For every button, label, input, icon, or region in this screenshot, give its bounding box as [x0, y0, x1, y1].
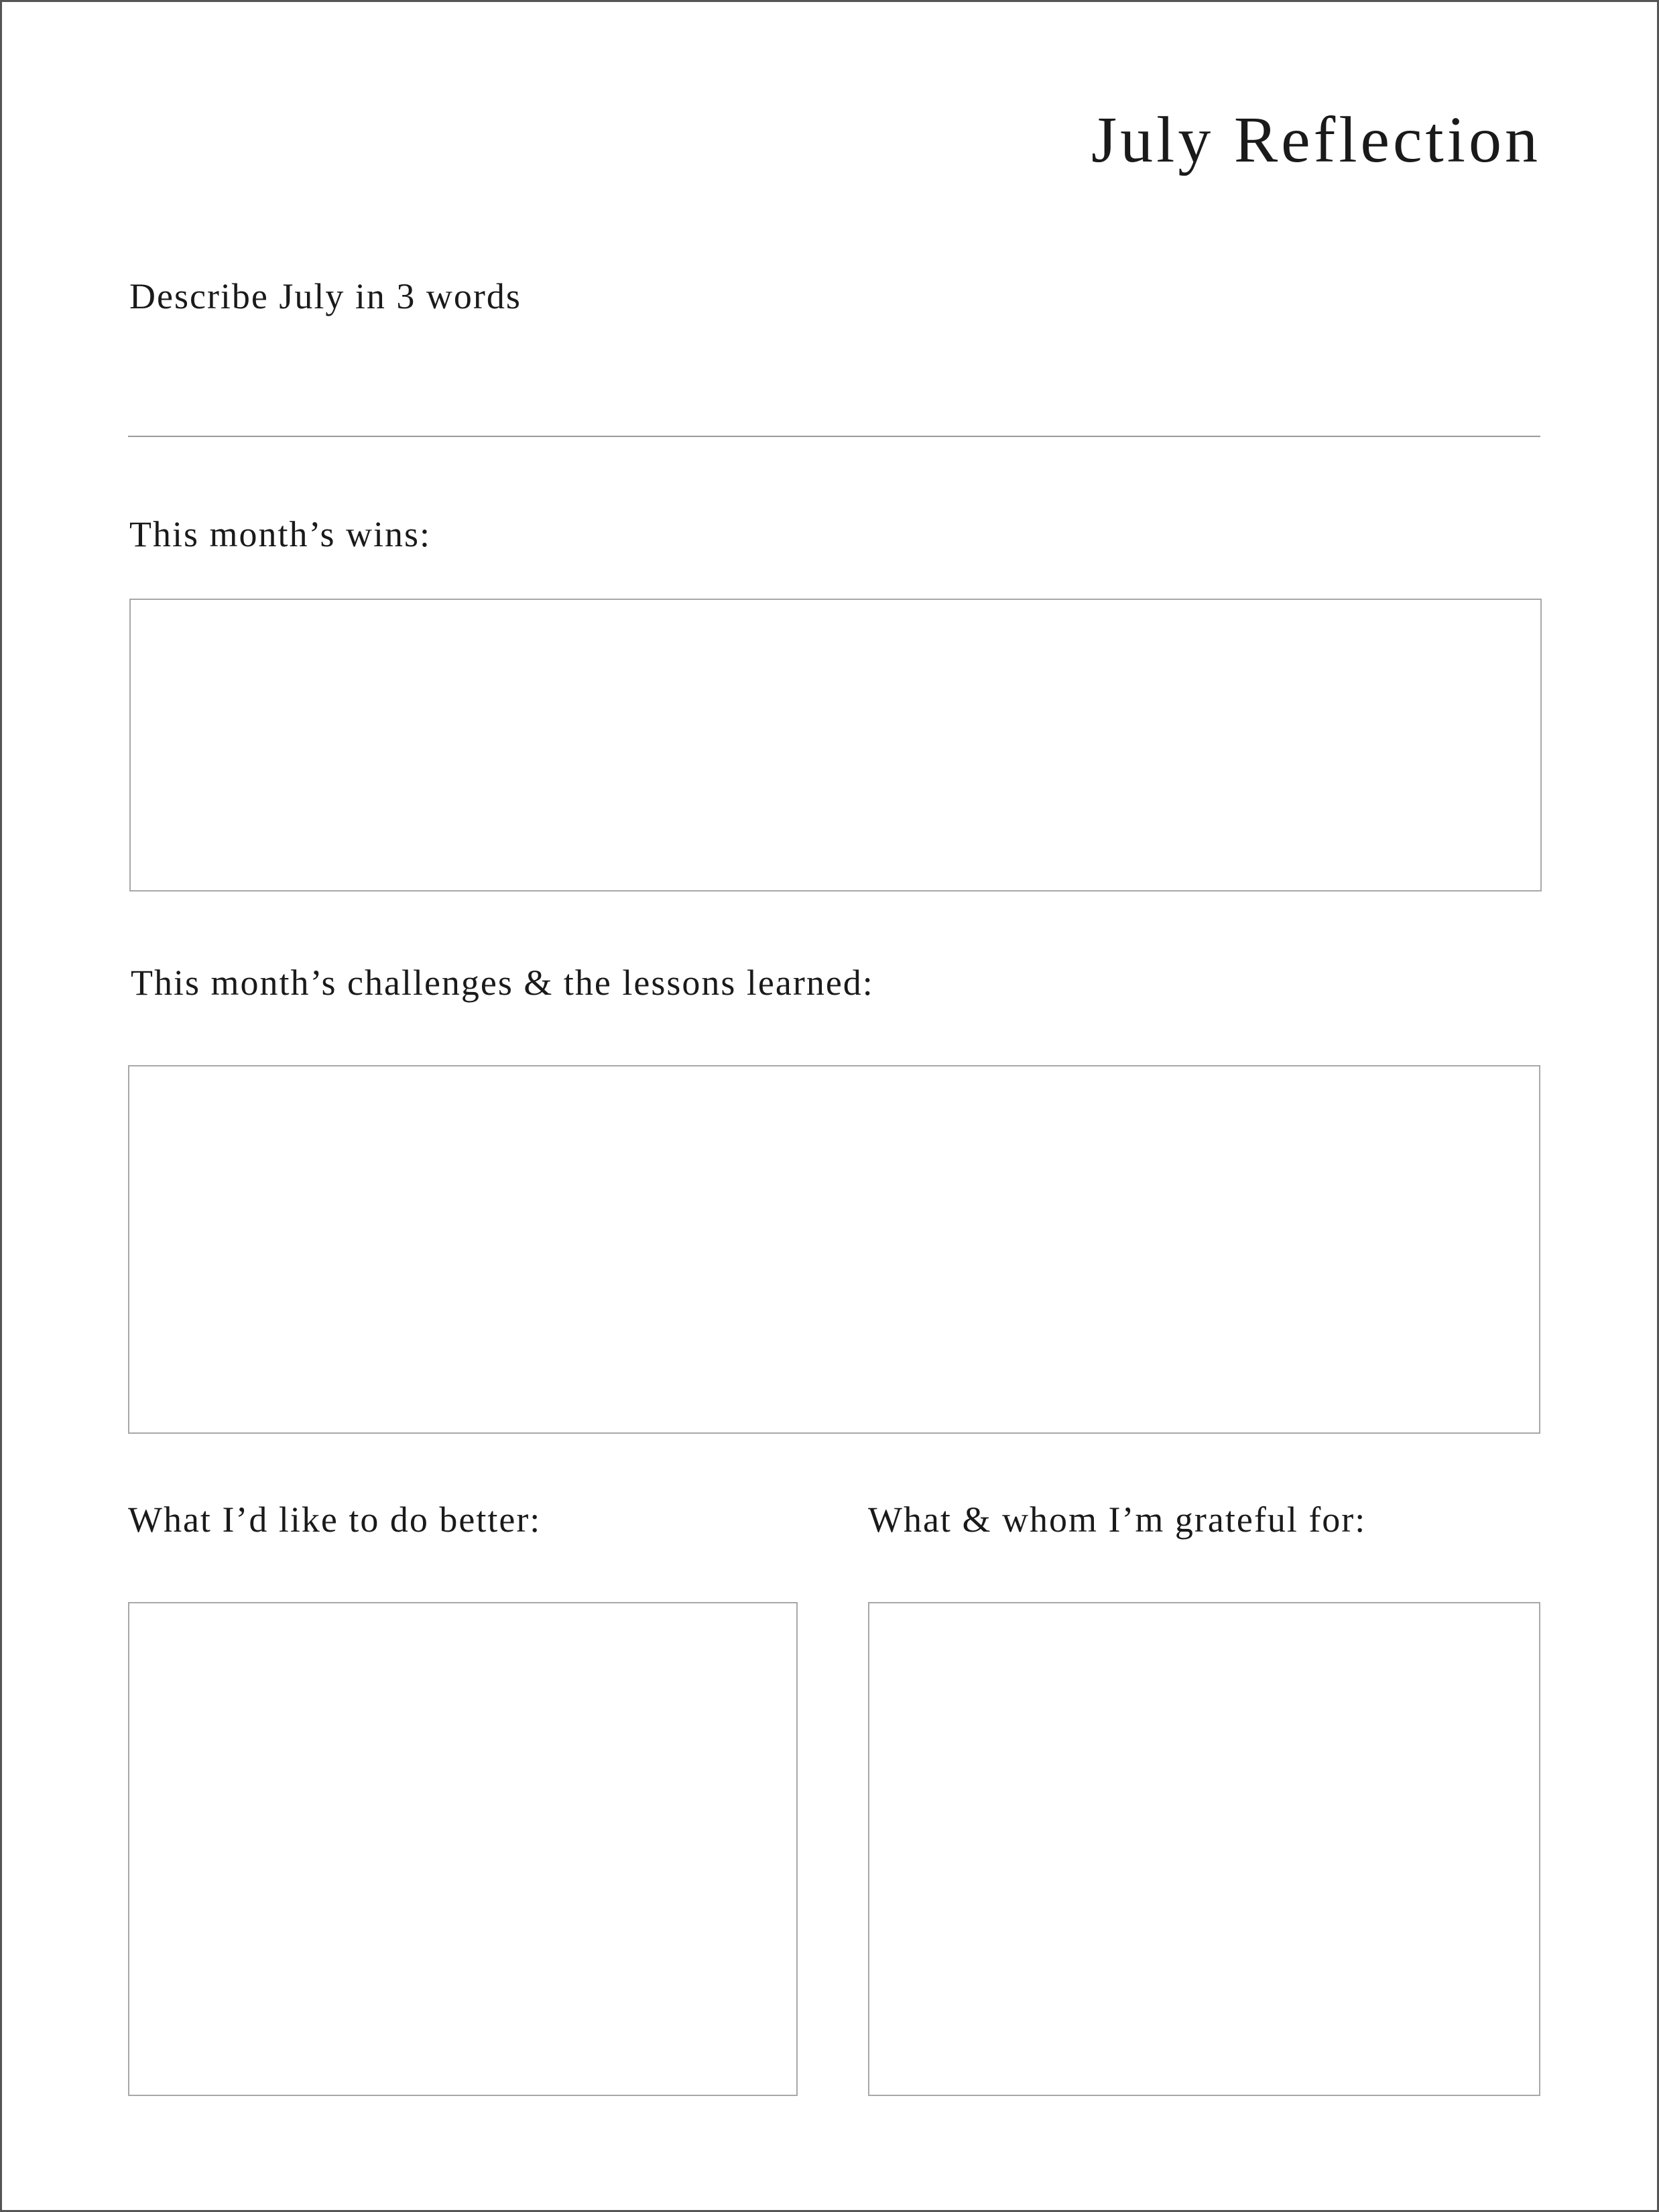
- grateful-label: What & whom I’m grateful for:: [868, 1499, 1367, 1540]
- better-writing-box[interactable]: [128, 1602, 798, 2096]
- better-label: What I’d like to do better:: [128, 1499, 542, 1540]
- page-title: July Reflection: [1091, 104, 1541, 176]
- challenges-writing-box[interactable]: [128, 1065, 1540, 1434]
- challenges-label: This month’s challenges & the lessons learned:: [131, 963, 874, 1003]
- grateful-writing-box[interactable]: [868, 1602, 1540, 2096]
- describe-writing-line[interactable]: [128, 436, 1540, 437]
- wins-writing-box[interactable]: [129, 599, 1542, 892]
- describe-label: Describe July in 3 words: [129, 276, 521, 316]
- wins-label: This month’s wins:: [129, 514, 432, 554]
